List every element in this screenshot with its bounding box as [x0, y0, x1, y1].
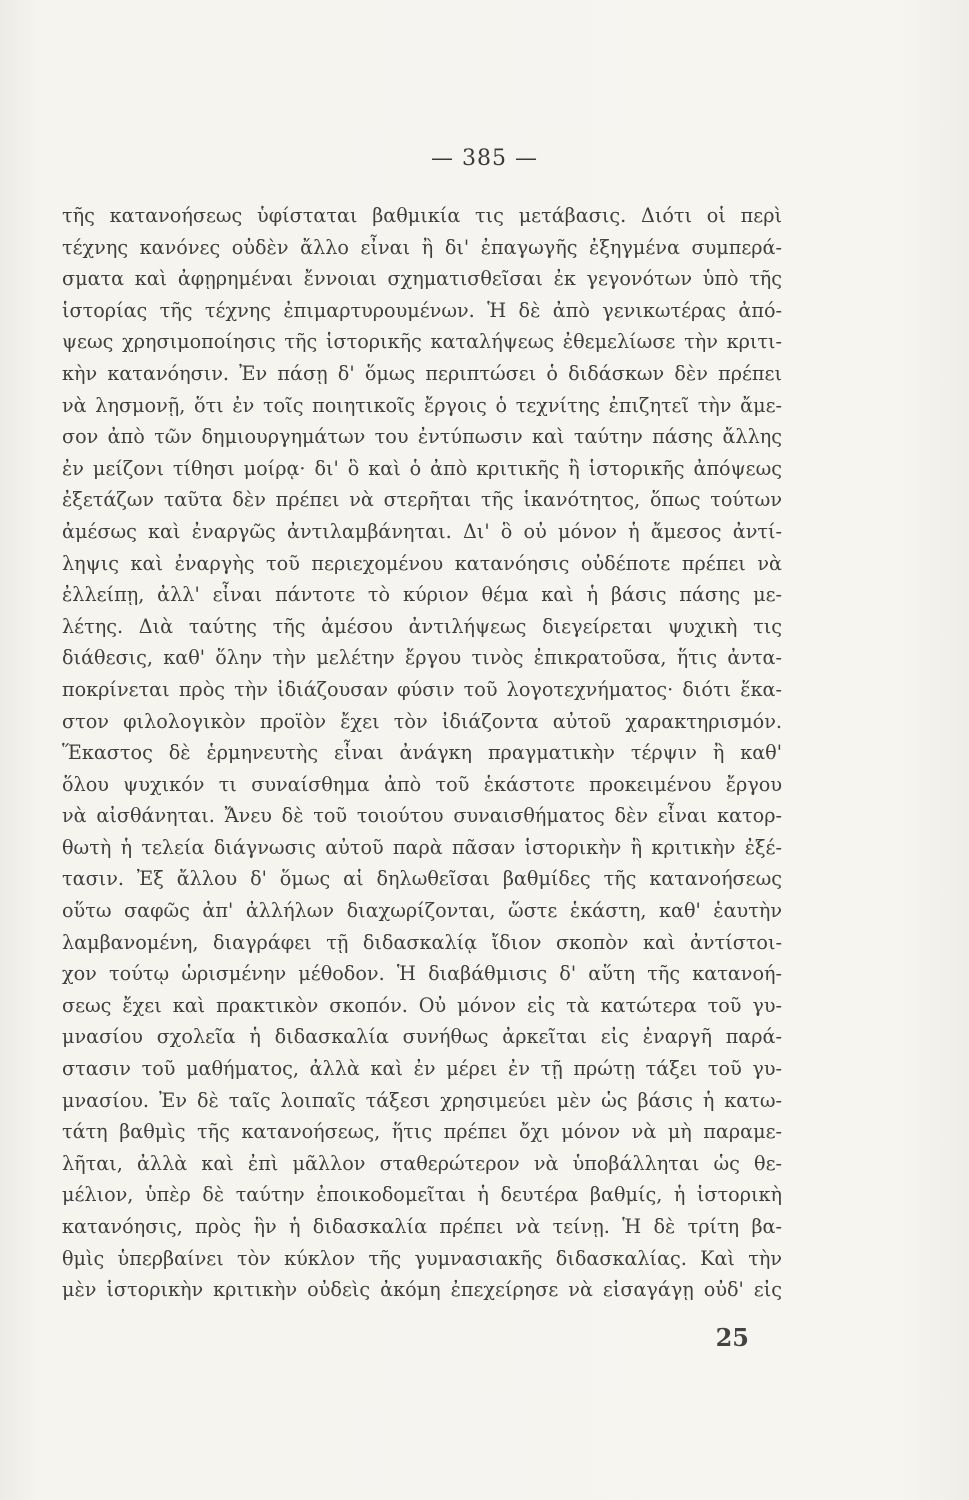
text-line: στασιν τοῦ μαθήματος, ἀλλὰ καὶ ἐν μέρει ἐν τῇ πρώτῃ τάξει τοῦ γυ- [62, 1057, 782, 1081]
text-line: στον φιλολογικὸν προϊὸν ἔχει τὸν ἰδιάζοντα αὐτοῦ χαρακτηρισμόν. [62, 709, 782, 733]
text-line: οὕτω σαφῶς ἀπ' ἀλλήλων διαχωρίζονται, ὥστε ἑκάστη, καθ' ἑαυτὴν [62, 899, 782, 923]
text-line: Ἕκαστος δὲ ἑρμηνευτὴς εἶναι ἀνάγκη πραγματικὴν τέρψιν ἢ καθ' [62, 741, 782, 765]
signature-mark: 25 [715, 1323, 749, 1352]
text-line: τῆς κατανοήσεως ὑφίσταται βαθμικία τις μετάβασις. Διότι οἱ περὶ [62, 204, 782, 227]
text-line: ληψις καὶ ἐναργὴς τοῦ περιεχομένου κατανόησις οὐδέποτε πρέπει νὰ [62, 551, 782, 575]
text-line: διάθεσις, καθ' ὅλην τὴν μελέτην ἔργου τινὸς ἐπικρατοῦσα, ἥτις ἀντα- [62, 646, 782, 670]
text-line: λαμβανομένη, διαγράφει τῇ διδασκαλίᾳ ἴδιον σκοπὸν καὶ ἀντίστοι- [62, 930, 782, 954]
text-line: λέτης. Διὰ ταύτης τῆς ἀμέσου ἀντιλήψεως διεγείρεται ψυχικὴ τις [62, 614, 782, 638]
text-line: θμὶς ὑπερβαίνει τὸν κύκλον τῆς γυμνασιακῆς διδασκαλίας. Καὶ τὴν [62, 1246, 782, 1270]
text-line: μνασίου. Ἐν δὲ ταῖς λοιπαῖς τάξεσι χρησιμεύει μὲν ὡς βάσις ἡ κατω- [62, 1088, 782, 1112]
text-line: ποκρίνεται πρὸς τὴν ἰδιάζουσαν φύσιν τοῦ λογοτεχνήματος· διότι ἕκα- [62, 677, 782, 701]
text-line: τέχνης κανόνες οὐδὲν ἄλλο εἶναι ἢ δι' ἐπαγωγῆς ἐξηγμένα συμπερά- [62, 235, 782, 259]
text-line: νὰ λησμονῇ, ὅτι ἐν τοῖς ποιητικοῖς ἔργοις ὁ τεχνίτης ἐπιζητεῖ τὴν ἄμε- [62, 393, 782, 417]
text-line: ἀμέσως καὶ ἐναργῶς ἀντιλαμβάνηται. Δι' ὃ οὐ μόνον ἡ ἄμεσος ἀντί- [62, 519, 782, 543]
text-line: χον τούτῳ ὡρισμένην μέθοδον. Ἡ διαβάθμισις δ' αὕτη τῆς κατανοή- [62, 962, 782, 986]
text-line: μὲν ἱστορικὴν κριτικὴν οὐδεὶς ἀκόμη ἐπεχείρησε νὰ εἰσαγάγῃ οὐδ' εἰς [62, 1278, 782, 1302]
page-number-header: — 385 — [431, 146, 538, 171]
text-line: λῆται, ἀλλὰ καὶ ἐπὶ μᾶλλον σταθερώτερον νὰ ὑποβάλληται ὡς θε- [62, 1151, 782, 1175]
text-line: θωτὴ ἡ τελεία διάγνωσις αὐτοῦ παρὰ πᾶσαν ἱστορικὴν ἢ κριτικὴν ἐξέ- [62, 835, 782, 859]
text-line: μέλιον, ὑπὲρ δὲ ταύτην ἐποικοδομεῖται ἡ δευτέρα βαθμίς, ἡ ἱστορικὴ [62, 1183, 782, 1207]
text-line: ἐξετάζων ταῦτα δὲν πρέπει νὰ στερῆται τῆς ἱκανότητος, ὅπως τούτων [62, 488, 782, 512]
text-line: σματα καὶ ἀφῃρημέναι ἔννοιαι σχηματισθεῖσαι ἐκ γεγονότων ὑπὸ τῆς [62, 267, 782, 291]
text-line: ὅλου ψυχικόν τι συναίσθημα ἀπὸ τοῦ ἑκάστοτε προκειμένου ἔργου [62, 772, 782, 796]
text-line: νὰ αἰσθάνηται. Ἄνευ δὲ τοῦ τοιούτου συναισθήματος δὲν εἶναι κατορ- [62, 804, 782, 828]
text-line: τασιν. Ἐξ ἄλλου δ' ὅμως αἱ δηλωθεῖσαι βαθμίδες τῆς κατανοήσεως [62, 867, 782, 891]
text-line: σεως ἔχει καὶ πρακτικὸν σκοπόν. Οὐ μόνον εἰς τὰ κατώτερα τοῦ γυ- [62, 993, 782, 1017]
text-line: μνασίου σχολεῖα ἡ διδασκαλία συνήθως ἀρκεῖται εἰς ἐναργῆ παρά- [62, 1025, 782, 1049]
text-line: ἱστορίας τῆς τέχνης ἐπιμαρτυρουμένων. Ἡ δὲ ἀπὸ γενικωτέρας ἀπό- [62, 298, 782, 322]
text-line: ἐλλείπῃ, ἀλλ' εἶναι πάντοτε τὸ κύριον θέμα καὶ ἡ βάσις πάσης με- [62, 583, 782, 607]
text-line: ψεως χρησιμοποίησις τῆς ἱστορικῆς καταλήψεως ἐθεμελίωσε τὴν κριτι- [62, 330, 782, 354]
text-line: κὴν κατανόησιν. Ἐν πάσῃ δ' ὅμως περιπτώσει ὁ διδάσκων δὲν πρέπει [62, 361, 782, 385]
text-line: κατανόησις, πρὸς ἣν ἡ διδασκαλία πρέπει νὰ τείνῃ. Ἡ δὲ τρίτη βα- [62, 1215, 782, 1238]
text-line: τάτη βαθμὶς τῆς κατανοήσεως, ἥτις πρέπει ὄχι μόνον νὰ μὴ παραμε- [62, 1120, 782, 1144]
text-line: ἐν μείζονι τίθησι μοίρᾳ· δι' ὃ καὶ ὁ ἀπὸ κριτικῆς ἢ ἱστορικῆς ἀπόψεως [62, 456, 782, 480]
text-line: σον ἀπὸ τῶν δημιουργημάτων του ἐντύπωσιν καὶ ταύτην πάσης ἄλλης [62, 425, 782, 449]
body-text [62, 200, 782, 1306]
